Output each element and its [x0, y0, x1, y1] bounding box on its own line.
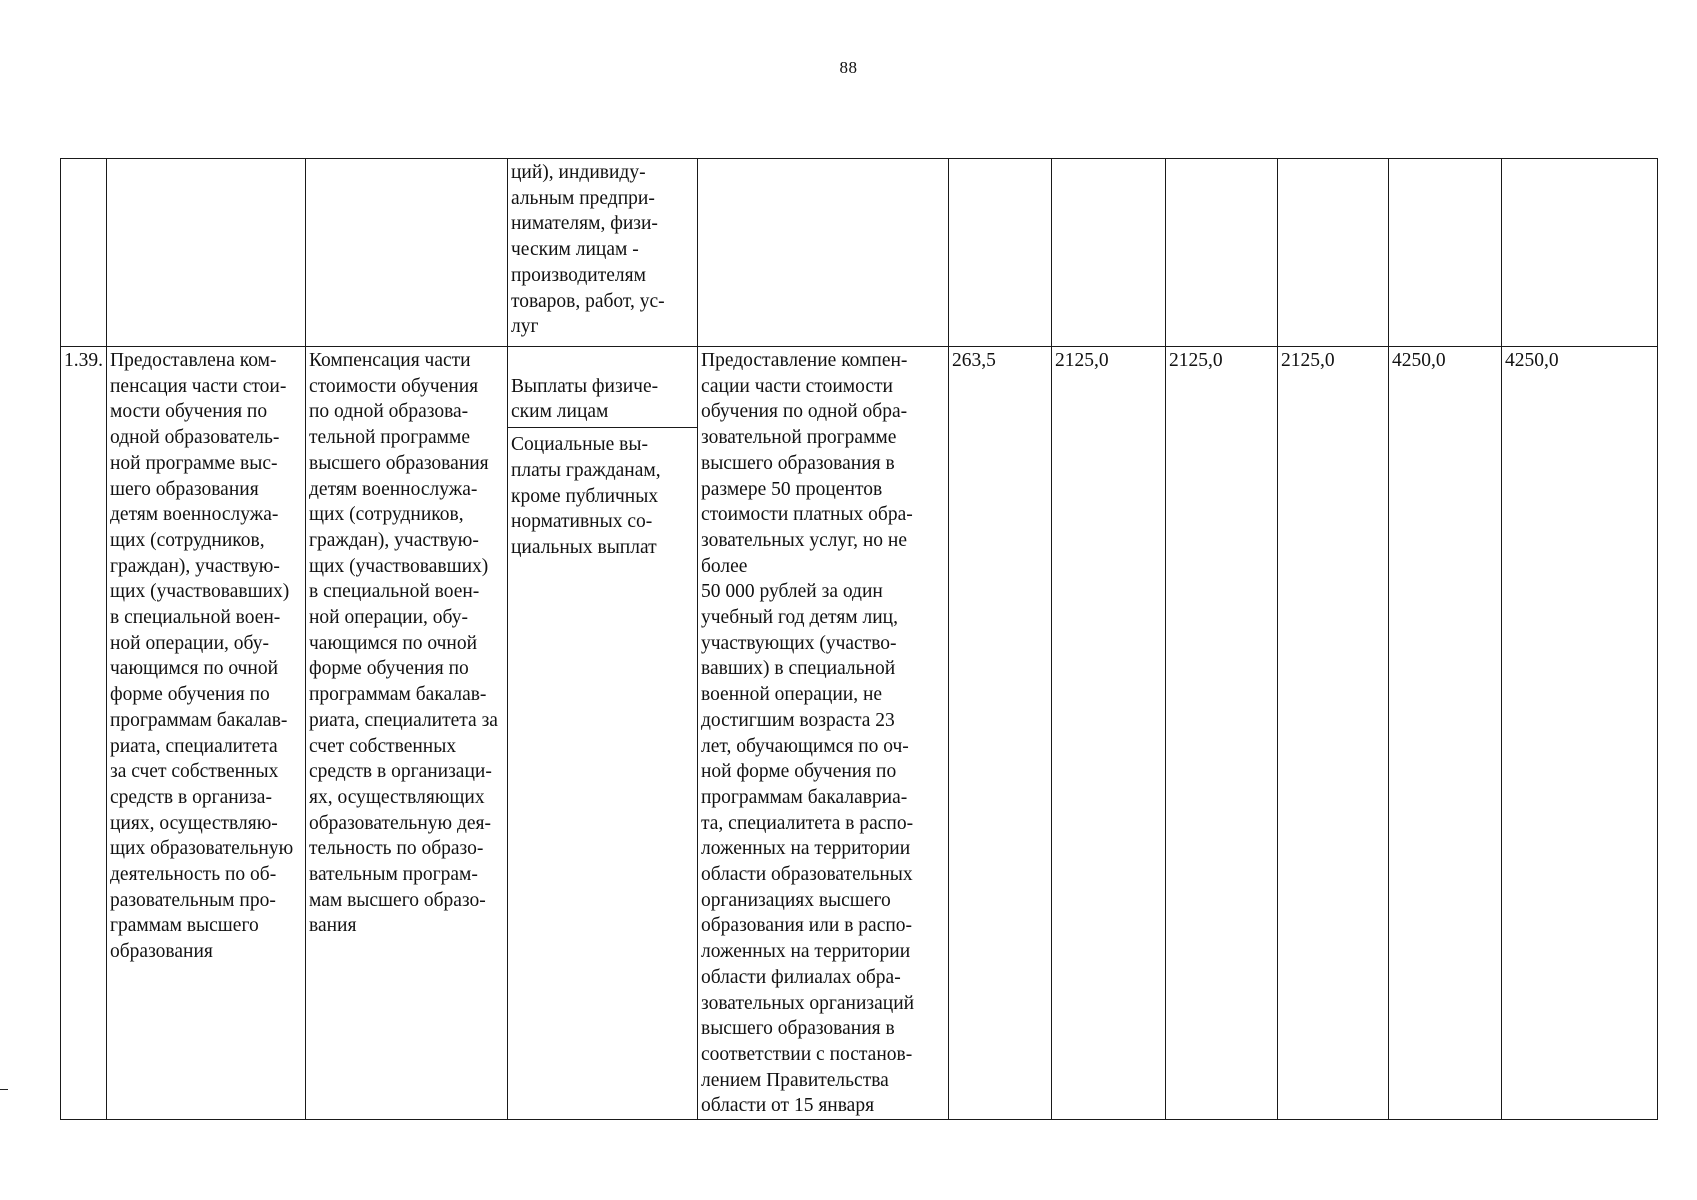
value-cell-3: 2125,0	[1166, 347, 1278, 1120]
budget-table	[60, 158, 1658, 1120]
row-number: 1.39.	[61, 347, 107, 1120]
table-cell	[1389, 159, 1502, 347]
table-cell	[1502, 159, 1658, 347]
payment-type-cell	[508, 347, 698, 1120]
table-cell	[698, 159, 949, 347]
result-cell: Предоставлена ком- пенсация части стои- мости обучения по одной образователь- ной программе выс- шего образования детям военнослужа- щих (сотрудников, граждан), участвую- щих (участвовавших) в специальной воен- ной операции, обу- чающимся по очной форме обучения по программам бакалав- риата, специалитета за счет собственных средств в организа- циях, осуществляю- щих образовательную деятельность по об- разовательным про- граммам высшего образования	[107, 347, 306, 1120]
table-cell	[1052, 159, 1166, 347]
value-cell-5: 4250,0	[1389, 347, 1502, 1120]
table-cell	[1166, 159, 1278, 347]
value-cell-2: 2125,0	[1052, 347, 1166, 1120]
measure-cell: Компенсация части стоимости обучения по одной образова- тельной программе высшего образования детям военнослужа- щих (сотрудников, граждан), участвую- щих (участвовавших) в специальной воен- ной операции, обу- чающимся по очной форме обучения по программам бакалав- риата, специалитета за счет собственных средств в организаци- ях, осуществляющих образовательную дея- тельность по образо- вательным програм- мам высшего образо- вания	[306, 347, 508, 1120]
payment-type-split	[508, 373, 697, 563]
table-cell	[107, 159, 306, 347]
table-row-1-39	[61, 347, 1658, 1120]
table-cell	[306, 159, 508, 347]
page-number: 88	[839, 58, 858, 77]
table-cell	[1278, 159, 1389, 347]
value-cell-4: 2125,0	[1278, 347, 1389, 1120]
table-cell	[949, 159, 1052, 347]
payment-subtype-label: Социальные вы- платы гражданам, кроме публичных нормативных со- циальных выплат	[508, 427, 697, 563]
table-cell	[61, 159, 107, 347]
description-cell: Предоставление компен- сации части стоимости обучения по одной обра- зовательной программе высшего образования в размере 50 процентов стоимости платных обра- зовательных услуг, но не более 50 000 рублей за один учебный год детям лиц, участвующих (участво- вавших) в специальной военной операции, не достигшим возраста 23 лет, обучающимся по оч- ной форме обучения по программам бакалавриа- та, специалитета в распо- ложенных на территории области образовательных организациях высшего образования или в распо- ложенных на территории области филиалах обра- зовательных организаций высшего образования в соответствии с постанов- лением Правительства области от 15 января	[698, 347, 949, 1120]
table-row-continuation	[61, 159, 1658, 347]
payment-type-label: Выплаты физиче- ским лицам	[511, 375, 659, 423]
value-cell-1: 263,5	[949, 347, 1052, 1120]
table-cell-payment-recipients: ций), индивиду- альным предпри- нимателям, физи- ческим лицам - производителям товаров, работ, ус- луг	[508, 159, 698, 347]
margin-mark	[0, 1089, 8, 1090]
value-cell-6: 4250,0	[1502, 347, 1658, 1120]
